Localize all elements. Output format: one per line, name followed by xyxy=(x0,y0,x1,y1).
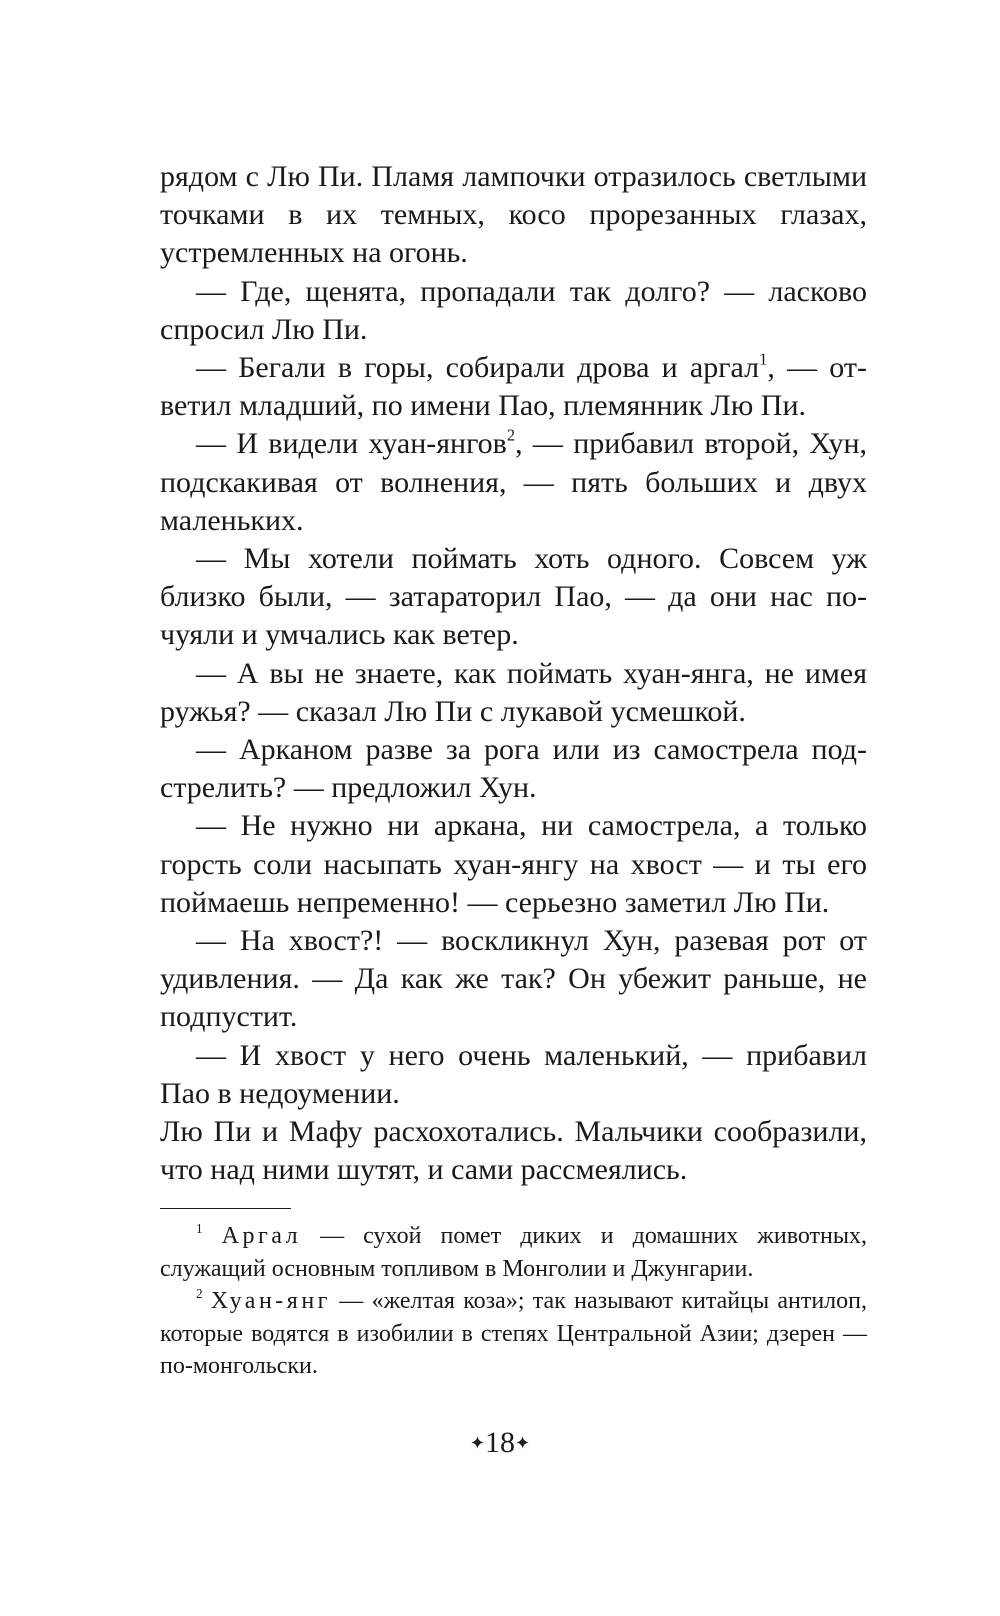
paragraph: — На хвост?! — воскликнул Хун, разевая рот от удивления. — Да как же так? Он убежит раньше, не подпустит. xyxy=(160,924,867,1034)
footnote-term: Хуан-янг xyxy=(210,1288,332,1314)
footnote-divider xyxy=(160,1208,291,1209)
footnote-text: — сухой помет диких и домашних животных, служащий основным топливом в Монголии и Джунгарии. xyxy=(160,1223,868,1282)
ornament-left-icon: ✦ xyxy=(469,1433,485,1453)
body-text xyxy=(160,158,867,1189)
paragraph-text: , — ответил младший, по имени Пао, племянник Лю Пи. xyxy=(160,351,867,423)
footnote-1 xyxy=(160,1220,867,1285)
paragraph: рядом с Лю Пи. Пламя лампочки отразилось светлыми точками в их темных, косо прорезанных глазах, устремленных на огонь. xyxy=(160,160,867,270)
page-number-value: 18 xyxy=(485,1426,515,1459)
paragraph: — А вы не знаете, как поймать хуан-янга, не имея ружья? — сказал Лю Пи с лукавой усмешкой. xyxy=(160,656,867,728)
page-number xyxy=(0,1425,1000,1461)
paragraph: Лю Пи и Мафу расхохотались. Мальчики сообразили, что над ними шутят, и сами рассмеялись. xyxy=(160,1115,867,1187)
paragraph-text: — И видели хуан-янгов xyxy=(196,427,507,461)
paragraph-text: , — прибавил второй, Хун, подскакивая от волнения, — пять больших и двух маленьких. xyxy=(160,427,868,537)
paragraph: — Арканом разве за рога или из самострела подстрелить? — предложил Хун. xyxy=(160,733,867,805)
footnote-term: Аргал xyxy=(221,1223,302,1249)
paragraph: — И хвост у него очень маленький, — прибавил Пао в недоумении. xyxy=(160,1038,867,1110)
footnote-number: 2 xyxy=(196,1286,203,1302)
footnote-ref-2: 2 xyxy=(506,426,516,446)
footnote-2 xyxy=(160,1285,867,1383)
paragraph xyxy=(160,349,867,425)
paragraph: — Мы хотели поймать хоть одного. Совсем уж близко были, — затараторил Пао, — да они нас почуяли и умчались как ветер. xyxy=(160,542,867,652)
ornament-right-icon: ✦ xyxy=(515,1433,531,1453)
footnote-text: — «желтая коза»; так называют китайцы антилоп, которые водятся в изобилии в степях Центральной Азии; дзерен — по-монгольски. xyxy=(160,1288,867,1379)
footnotes xyxy=(160,1220,867,1383)
paragraph: — Где, щенята, пропадали так долго? — ласково спросил Лю Пи. xyxy=(160,274,867,346)
paragraph: — Не нужно ни аркана, ни самострела, а только горсть соли насыпать хуан-янгу на хвост — и ты его поймаешь непременно! — серьезно заметил Лю Пи. xyxy=(160,809,867,919)
footnote-number: 1 xyxy=(196,1221,203,1237)
paragraph-text: — Бегали в горы, собирали дрова и аргал xyxy=(196,351,760,385)
footnote-ref-1: 1 xyxy=(759,349,768,369)
paragraph xyxy=(160,425,867,540)
